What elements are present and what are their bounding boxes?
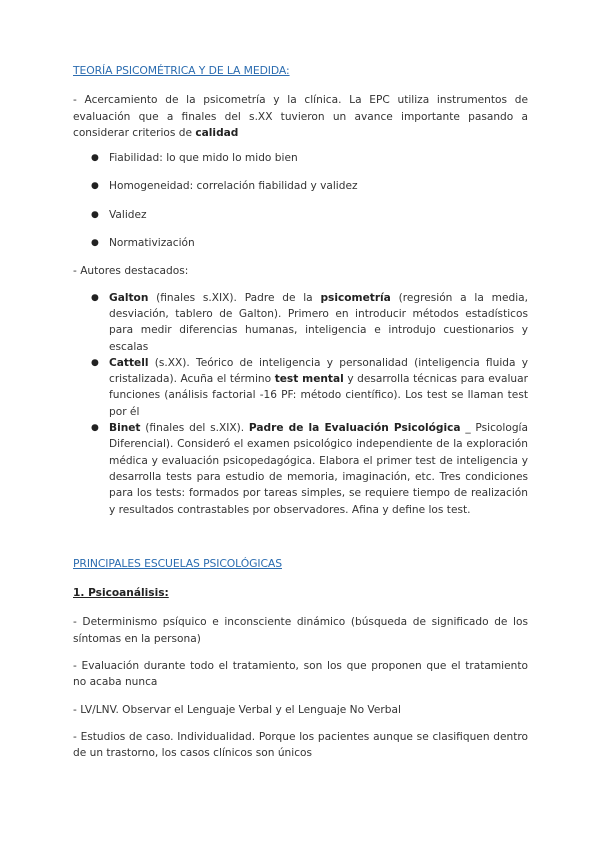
paragraph: - Evaluación durante todo el tratamiento, son los que proponen que el tratamiento no acaba nunca — [73, 660, 528, 689]
bullet-icon: ● — [91, 153, 99, 164]
author-item-binet — [73, 420, 528, 518]
section-heading-psychometric-theory: TEORÍA PSICOMÉTRICA Y DE LA MEDIDA: — [73, 64, 290, 77]
bullet-icon: ● — [91, 423, 99, 434]
bullet-icon: ● — [91, 292, 99, 303]
author-text: (finales s.XIX). Padre de la — [148, 291, 321, 304]
subheading-psychoanalysis: 1. Psicoanálisis: — [73, 587, 169, 600]
author-text: (s.XX). Teórico de inteligencia y personalidad (inteligencia fluida y cristalizada). Acuña el término — [109, 356, 528, 386]
author-item-galton — [73, 290, 528, 355]
author-name: Cattell — [109, 356, 149, 369]
authors-list — [73, 290, 528, 518]
list-item — [73, 235, 528, 251]
author-item-cattell — [73, 355, 528, 420]
author-bold-term: Padre de la Evaluación Psicológica — [248, 422, 461, 435]
section-heading-schools: PRINCIPALES ESCUELAS PSICOLÓGICAS — [73, 556, 282, 570]
criteria-text: Homogeneidad: correlación fiabilidad y validez — [109, 180, 358, 193]
author-text: (finales del s.XIX). — [140, 422, 249, 435]
author-text: y desarrolla técnicas para evaluar funciones (análisis factorial -16 PF: método científico). Los test se llaman test por él — [109, 373, 528, 418]
bullet-icon: ● — [91, 357, 99, 368]
author-name: Binet — [109, 422, 141, 435]
intro-paragraph — [73, 92, 528, 141]
intro-text: - Acercamiento de la psicometría y la clínica. La EPC utiliza instrumentos de evaluación que a finales del s.XX tuvieron un avance importante pasando a considerar criterios de — [73, 94, 528, 139]
list-item — [73, 207, 528, 223]
list-item — [73, 178, 528, 194]
criteria-text: Normativización — [109, 237, 195, 250]
author-name: Galton — [109, 291, 149, 304]
criteria-list — [73, 150, 528, 251]
criteria-text: Fiabilidad: lo que mido lo mido bien — [109, 152, 298, 165]
paragraph: - Estudios de caso. Individualidad. Porque los pacientes aunque se clasifiquen dentro de un trastorno, los casos clínicos son únicos — [73, 730, 528, 760]
bullet-icon: ● — [91, 209, 99, 220]
document-content — [73, 63, 528, 762]
list-item — [73, 150, 528, 166]
paragraph: - Determinismo psíquico e inconsciente dinámico (búsqueda de significado de los síntomas en la persona) — [73, 616, 528, 645]
author-text: _ Psicología Diferencial). Consideró el examen psicológico independiente de la exploración médica y evaluación psicopedagógica. Elabora el primer test de inteligencia y desarrolla tests para estudio de memoria, imaginación, etc. Tres condiciones para los tests: formados por tareas simples, se requiere tiempo de realización y resultados contrastables por observadores. Afina y define los test. — [109, 422, 528, 516]
paragraph: - LV/LNV. Observar el Lenguaje Verbal y el Lenguaje No Verbal — [73, 703, 401, 716]
author-bold-term: test mental — [274, 373, 344, 386]
author-text: (regresión a la media, desviación, tablero de Galton). Primero en introducir métodos estadísticos para medir diferencias humanas, inteligencia e introdujo cuestionarios y escalas — [109, 291, 528, 353]
intro-bold: calidad — [195, 126, 239, 139]
authors-label: - Autores destacados: — [73, 265, 189, 278]
bullet-icon: ● — [91, 238, 99, 249]
author-bold-term: psicometría — [320, 291, 391, 304]
bullet-icon: ● — [91, 181, 99, 192]
criteria-text: Validez — [109, 208, 147, 221]
